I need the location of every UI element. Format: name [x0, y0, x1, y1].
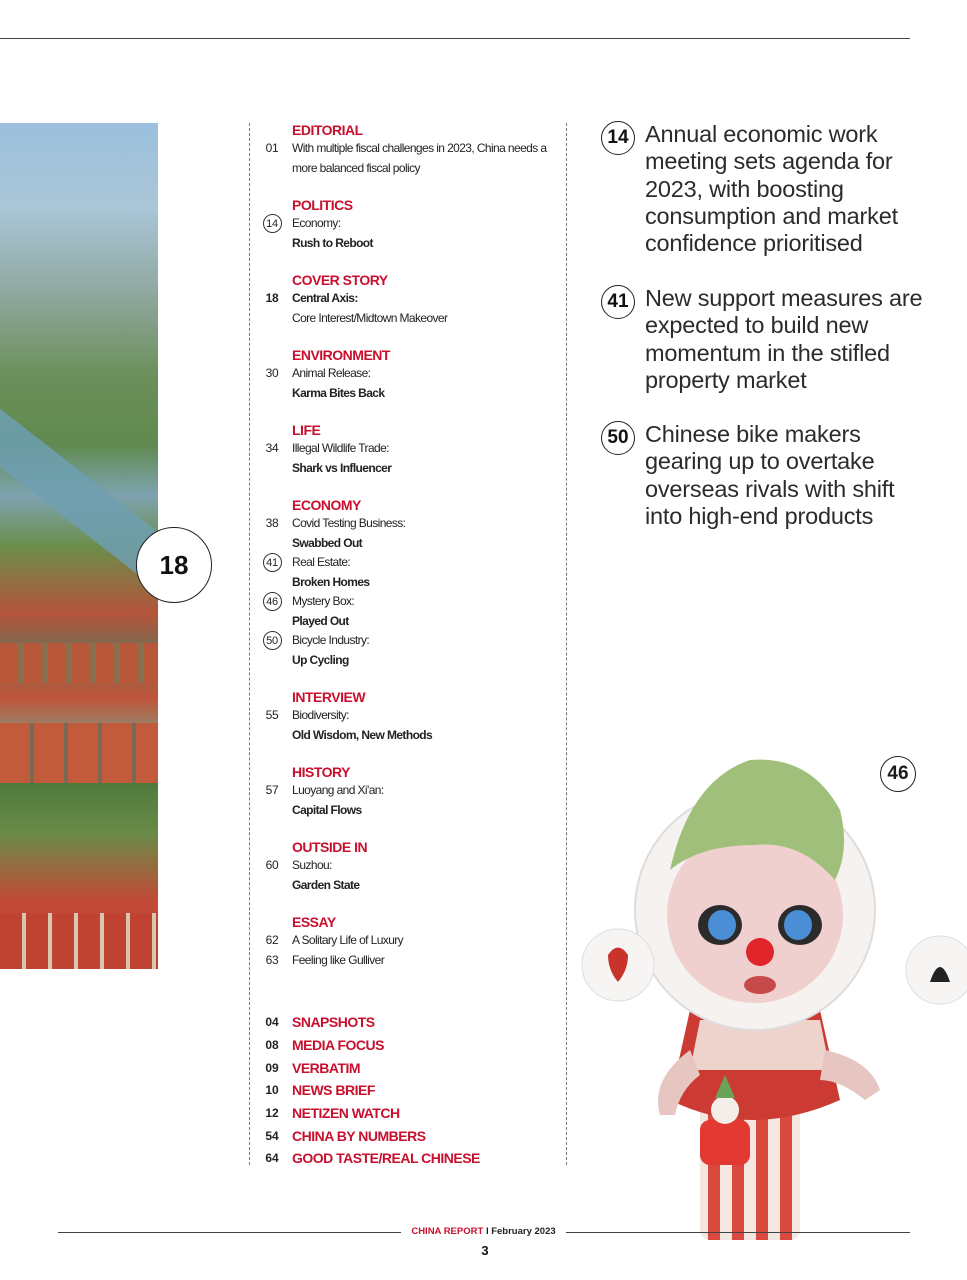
entry-kicker: Bicycle Industry: — [292, 633, 370, 647]
entry-headline: Rush to Reboot — [292, 235, 373, 250]
highlight-page-number: 50 — [601, 421, 635, 455]
entry-page-number-cell — [255, 214, 289, 233]
toc-entry[interactable] — [255, 364, 555, 403]
entry-text — [292, 514, 405, 553]
entry-page-number: 41 — [263, 553, 282, 572]
entry-kicker: With multiple fiscal challenges in 2023, China needs a more balanced fiscal policy — [292, 141, 547, 175]
toc-entry[interactable] — [255, 951, 555, 971]
toc-section — [255, 838, 555, 895]
entry-page-number: 30 — [265, 366, 279, 380]
toc-section — [255, 121, 555, 178]
feature-item[interactable] — [255, 1011, 480, 1034]
entry-text — [292, 364, 384, 403]
feature-page-number: 10 — [265, 1083, 279, 1098]
entry-page-number-cell — [255, 951, 289, 970]
figurine-iris-left — [708, 910, 736, 940]
entry-headline: Garden State — [292, 877, 360, 892]
entry-text — [292, 139, 555, 178]
section-title: EDITORIAL — [292, 122, 363, 138]
toc-section — [255, 688, 555, 745]
mini-figure-head — [711, 1096, 739, 1124]
entry-text — [292, 781, 384, 820]
entry-page-number-cell — [255, 514, 289, 533]
entry-headline: Core Interest/Midtown Makeover — [292, 310, 448, 325]
toc-entry[interactable] — [255, 214, 555, 253]
entry-headline: Broken Homes — [292, 574, 370, 589]
figurine-nose — [746, 938, 774, 966]
entry-page-number: 34 — [265, 441, 279, 455]
divider-left — [249, 123, 250, 1165]
toc-section — [255, 421, 555, 478]
entry-headline: Capital Flows — [292, 802, 362, 817]
entry-page-number: 60 — [265, 858, 279, 872]
mini-figure-body — [700, 1120, 750, 1165]
section-title: ESSAY — [292, 914, 336, 930]
feature-label: CHINA BY NUMBERS — [292, 1127, 426, 1144]
feature-item[interactable] — [255, 1034, 480, 1057]
toc-entry[interactable] — [255, 139, 555, 178]
divider-right — [566, 123, 567, 1165]
feature-item[interactable] — [255, 1147, 480, 1170]
section-title: LIFE — [292, 422, 321, 438]
issue-date: February 2023 — [491, 1226, 556, 1237]
feature-page-number: 08 — [265, 1038, 279, 1053]
footer-rule-left — [58, 1232, 401, 1233]
toc-section — [255, 196, 555, 253]
entry-page-number-cell — [255, 139, 289, 158]
toc-entry[interactable] — [255, 553, 555, 592]
palace-wall — [0, 913, 158, 969]
entry-page-number-cell — [255, 553, 289, 572]
entry-kicker: Central Axis: — [292, 291, 358, 305]
entry-kicker: Animal Release: — [292, 366, 371, 380]
toc-entry[interactable] — [255, 514, 555, 553]
entry-page-number: 57 — [265, 783, 279, 797]
entry-headline: Up Cycling — [292, 652, 349, 667]
forbidden-city-aerial-photo — [0, 123, 158, 969]
entry-headline: Karma Bites Back — [292, 385, 385, 400]
toc-entry[interactable] — [255, 439, 555, 478]
entry-page-number: 46 — [263, 592, 282, 611]
feature-label: NETIZEN WATCH — [292, 1105, 400, 1122]
feature-page-number: 54 — [265, 1128, 279, 1143]
entry-kicker: Biodiversity: — [292, 708, 349, 722]
feature-item[interactable] — [255, 1124, 480, 1147]
toc-entry[interactable] — [255, 592, 555, 631]
section-title: OUTSIDE IN — [292, 839, 368, 855]
entry-kicker: A Solitary Life of Luxury — [292, 933, 404, 947]
section-title: ENVIRONMENT — [292, 347, 390, 363]
entry-page-number-cell — [255, 364, 289, 383]
toc-section — [255, 763, 555, 820]
entry-text — [292, 856, 360, 895]
entry-page-number-cell — [255, 931, 289, 950]
entry-headline: Shark vs Influencer — [292, 460, 392, 475]
toc-entry[interactable] — [255, 931, 555, 951]
footer-rule-right — [566, 1232, 910, 1233]
mystery-box-page-marker[interactable]: 46 — [880, 756, 916, 792]
toc-section — [255, 913, 555, 970]
entry-text — [292, 289, 447, 328]
highlight-item[interactable] — [601, 421, 931, 530]
entry-kicker: Illegal Wildlife Trade: — [292, 441, 389, 455]
toc-section — [255, 496, 555, 670]
entry-text — [292, 631, 369, 670]
palace-roofs — [0, 643, 158, 683]
entry-page-number-cell — [255, 592, 289, 611]
highlight-item[interactable] — [601, 285, 931, 394]
toc-section — [255, 346, 555, 403]
entry-text — [292, 214, 373, 253]
entry-text — [292, 553, 370, 592]
toc-entry[interactable] — [255, 781, 555, 820]
toc-entry[interactable] — [255, 631, 555, 670]
toc-entry[interactable] — [255, 289, 555, 328]
entry-text — [292, 951, 384, 971]
entry-page-number: 38 — [265, 516, 279, 530]
feature-label: GOOD TASTE/REAL CHINESE — [292, 1150, 480, 1167]
highlight-page-number: 41 — [601, 285, 635, 319]
table-of-contents — [255, 121, 555, 988]
moat — [0, 393, 158, 589]
footer-credit — [401, 1226, 566, 1237]
toc-section — [255, 271, 555, 328]
toc-entry[interactable] — [255, 706, 555, 745]
highlight-item[interactable] — [601, 121, 931, 257]
entry-text — [292, 592, 354, 631]
feature-page-number: 64 — [265, 1151, 279, 1166]
feature-item[interactable] — [255, 1079, 480, 1102]
section-title: POLITICS — [292, 197, 353, 213]
entry-kicker: Economy: — [292, 216, 341, 230]
feature-label: SNAPSHOTS — [292, 1014, 375, 1031]
entry-text — [292, 439, 391, 478]
entry-kicker: Mystery Box: — [292, 594, 355, 608]
section-title: INTERVIEW — [292, 689, 366, 705]
highlight-text: New support measures are expected to build new momentum in the stifled property market — [645, 285, 923, 393]
figurine-mouth — [744, 976, 776, 994]
section-title: ECONOMY — [292, 497, 361, 513]
highlight-page-number: 14 — [601, 121, 635, 155]
clown-figurine-photo — [580, 720, 967, 1250]
palace-roofs — [0, 723, 158, 783]
feature-item[interactable] — [255, 1056, 480, 1079]
entry-kicker: Real Estate: — [292, 555, 351, 569]
entry-page-number: 62 — [265, 933, 279, 947]
entry-page-number: 55 — [265, 708, 279, 722]
entry-headline: Old Wisdom, New Methods — [292, 727, 433, 742]
entry-kicker: Feeling like Gulliver — [292, 952, 385, 967]
entry-page-number: 63 — [265, 952, 279, 967]
feature-label: MEDIA FOCUS — [292, 1037, 384, 1054]
feature-label: VERBATIM — [292, 1059, 361, 1076]
top-rule — [0, 38, 910, 39]
section-title: HISTORY — [292, 764, 350, 780]
entry-page-number: 50 — [263, 631, 282, 650]
entry-page-number: 14 — [263, 214, 282, 233]
entry-text — [292, 931, 403, 951]
highlight-text: Chinese bike makers gearing up to overtake overseas rivals with shift into high-end products — [645, 421, 895, 529]
feature-item[interactable] — [255, 1102, 480, 1125]
entry-text — [292, 706, 432, 745]
entry-page-number: 01 — [265, 141, 279, 155]
entry-kicker: Covid Testing Business: — [292, 516, 406, 530]
entry-page-number-cell — [255, 289, 289, 308]
highlight-text: Annual economic work meeting sets agenda for 2023, with boosting consumption and market confidence prioritised — [645, 121, 898, 257]
entry-headline: Swabbed Out — [292, 535, 363, 550]
feature-page-number: 04 — [265, 1015, 279, 1030]
entry-page-number-cell — [255, 781, 289, 800]
footer-separator: I — [485, 1226, 489, 1237]
page-number: 3 — [481, 1243, 489, 1258]
figurine-iris-right — [784, 910, 812, 940]
entry-headline: Played Out — [292, 613, 349, 628]
cover-story-page-marker[interactable]: 18 — [136, 527, 212, 603]
toc-entry[interactable] — [255, 856, 555, 895]
section-title: COVER STORY — [292, 272, 388, 288]
entry-kicker: Luoyang and Xi'an: — [292, 783, 384, 797]
feature-label: NEWS BRIEF — [292, 1082, 375, 1099]
entry-page-number-cell — [255, 706, 289, 725]
feature-page-number: 12 — [265, 1106, 279, 1121]
entry-page-number: 18 — [265, 291, 279, 305]
entry-page-number-cell — [255, 439, 289, 458]
entry-kicker: Suzhou: — [292, 858, 332, 872]
magazine-name: CHINA REPORT — [411, 1226, 484, 1237]
entry-page-number-cell — [255, 631, 289, 650]
entry-page-number-cell — [255, 856, 289, 875]
feature-page-number: 09 — [265, 1060, 279, 1075]
regular-features-list — [255, 1011, 480, 1170]
